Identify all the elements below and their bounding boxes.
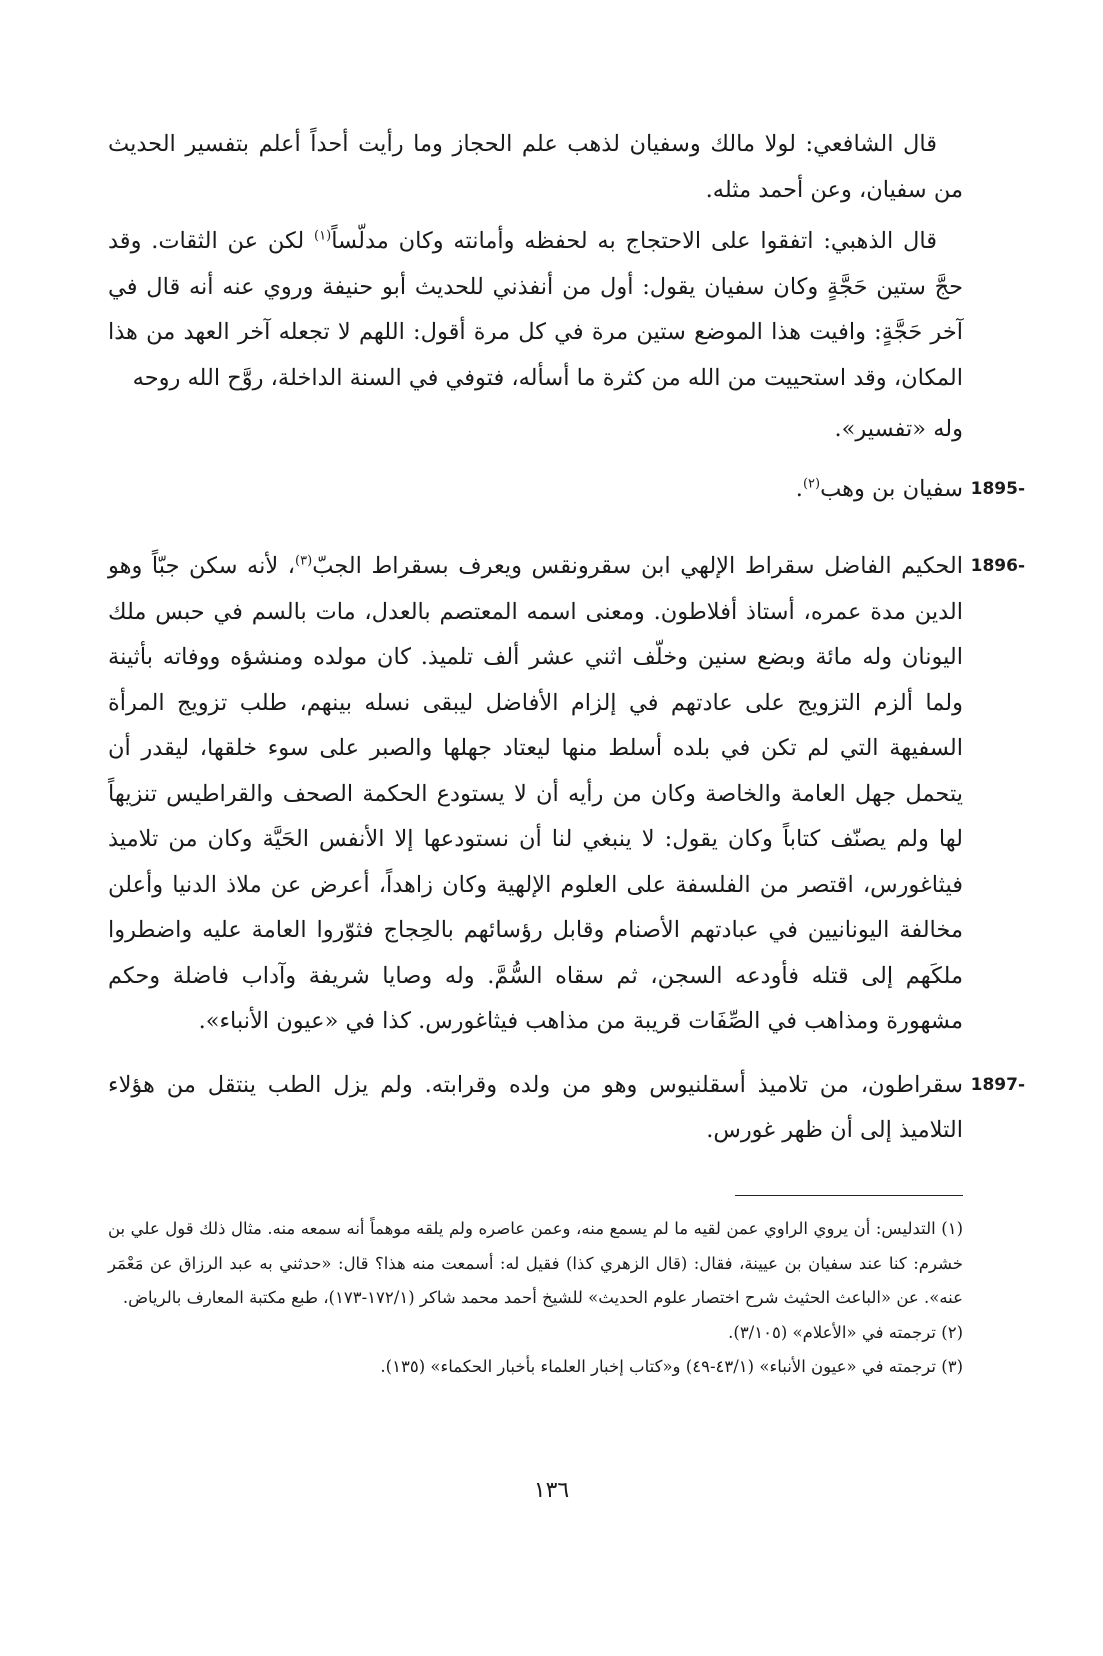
entry-text: سقراطون، من تلاميذ أسقلنيوس وهو من ولده وقرابته. ولم يزل الطب ينتقل من هؤلاء التلاميذ إلى أن ظهر غورس. — [108, 1071, 963, 1143]
entry-tail: . — [795, 475, 803, 502]
entry-text: الحكيم الفاضل سقراط الإلهي ابن سقرونقس ويعرف بسقراط الجبّ — [312, 553, 964, 579]
entry-number: 1897- — [970, 1074, 1025, 1095]
page-number: ١٣٦ — [533, 1478, 570, 1503]
paragraph-dhahabi — [108, 219, 963, 401]
entry-number: 1896- — [970, 556, 1025, 576]
entry-1896 — [108, 544, 1025, 1045]
entry-number: 1895- — [970, 478, 1025, 499]
paragraph-tafsir: وله «تفسير». — [834, 416, 963, 442]
footnote-divider — [735, 1195, 963, 1196]
paragraph-shafii: قال الشافعي: لولا مالك وسفيان لذهب علم الحجاز وما رأيت أحداً أعلم بتفسير الحديث من سفيان، وعن أحمد مثله. — [108, 131, 963, 203]
footnote-2: (٢) ترجمته في «الأعلام» (٣/١٠٥). — [728, 1322, 963, 1342]
paragraph-dhahabi-rest: لكن عن الثقات. وقد حجَّ ستين حَجَّةٍ وكان سفيان يقول: أول من أنفذني للحديث أبو حنيفة وروي عنه أنه قال في آخر حَجَّةٍ: وافيت هذا الموضع ستين مرة في كل مرة أقول: اللهم لا تجعله آخر العهد من هذا المكان، وقد استحييت من الله من كثرة ما أسأله، فتوفي في السنة الداخلة، روَّح الله روحه — [108, 228, 963, 391]
footnote-ref-2[interactable]: (٢) — [802, 476, 821, 491]
footnote-1: (١) التدليس: أن يروي الراوي عمن لقيه ما لم يسمع منه، وعمن عاصره ولم يلقه موهماً أنه سمعه منه. مثال ذلك قول علي بن خشرم: كنا عند سفيان بن عيينة، فقال: (قال الزهري كذا) فقيل له: أسمعت منه هذا؟ قال: «حدثني به عبد الرزاق عن مَعْمَر عنه». عن «الباعث الحثيث شرح اختصار علوم الحديث» للشيخ أحمد محمد شاكر (١٧٢/١-١٧٣)، طبع مكتبة المعارف بالرياض. — [108, 1219, 964, 1307]
entry-tail: ، لأنه سكن جبّاً وهو الدين مدة عمره، أستاذ أفلاطون. ومعنى اسمه المعتصم بالعدل، مات بالسم في حبس ملك اليونان وله مائة وبضع سنين وخلّف اثني عشر ألف تلميذ. كان مولده ومنشؤه ووفاته بأثينة ولما ألزم التزويج على عادتهم في إلزام الأفاضل ليبقى نسله بينهم، طلب تزويج المرأة السفيهة التي لم تكن في بلده أسلط منها ليعتاد جهلها والصبر على سوء خلقها، ليقدر أن يتحمل جهل العامة والخاصة وكان من رأيه أن لا يستودع الحكمة الصحف والقراطيس تنزيهاً لها ولم يصنّف كتاباً وكان يقول: لا ينبغي لنا أن نستودعها إلا الأنفس الحَيَّة وكان من تلاميذ فيثاغورس، اقتصر من الفلسفة على العلوم الإلهية وكان زاهداً، أعرض عن ملاذ الدنيا وأعلن مخالفة اليونانيين في عبادتهم الأصنام وقابل رؤسائهم بالحِجاج فثوّروا العامة عليه واضطروا ملكَهم إلى قتله فأودعه السجن، ثم سقاه السُّمَّ. وله وصايا شريفة وآداب فاضلة وحكم مشهورة ومذاهب في الصِّفَات قريبة من مذاهب فيثاغورس. كذا في «عيون الأنباء». — [108, 553, 963, 1034]
footnotes — [108, 1212, 963, 1385]
footnote-3: (٣) ترجمته في «عيون الأنباء» (٤٣/١-٤٩) و«كتاب إخبار العلماء بأخبار الحكماء» (١٣٥). — [380, 1357, 963, 1376]
footnote-ref-1[interactable]: (١) — [314, 228, 332, 244]
paragraph-dhahabi-start: قال الذهبي: اتفقوا على الاحتجاج به لحفظه وأمانته وكان مدلّساً — [331, 228, 938, 254]
entry-1895 — [108, 467, 1025, 513]
entry-text: سفيان بن وهب — [820, 475, 963, 502]
main-text — [108, 122, 1025, 1154]
footnote-ref-3[interactable]: (٣) — [295, 553, 313, 569]
entry-1897 — [108, 1063, 1025, 1154]
